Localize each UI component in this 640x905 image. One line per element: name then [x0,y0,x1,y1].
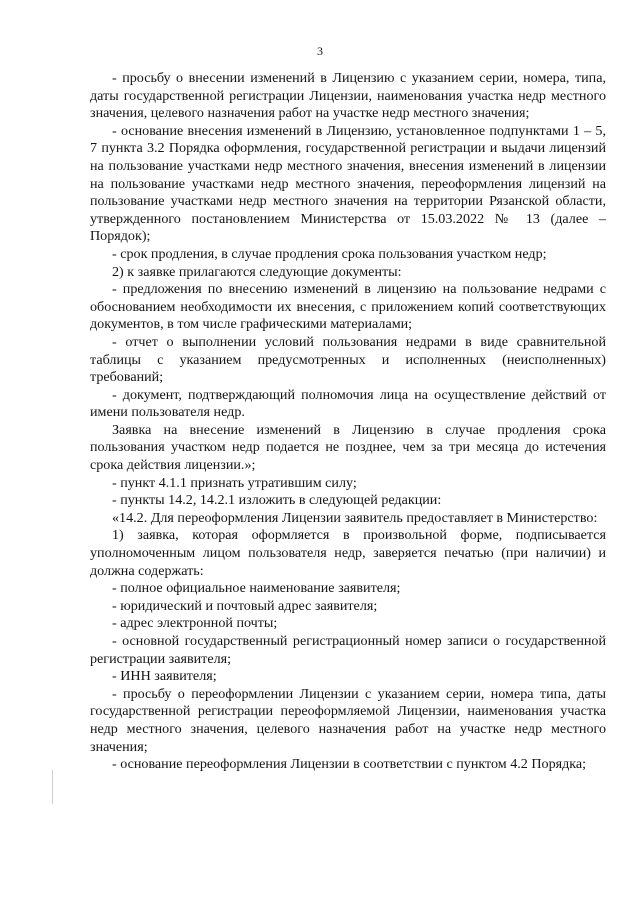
document-body [90,70,606,774]
paragraph: - предложения по внесению изменений в лицензию на пользование недрами с обоснованием необходимости их внесения, с приложением копий соответствующих документов, в том числе графическими материалами; [90,281,606,333]
paragraph: - просьбу о внесении изменений в Лицензию с указанием серии, номера, типа, даты государственной регистрации Лицензии, наименования участка недр местного значения, целевого назначения работ на участке недр местного значения; [90,70,606,122]
paragraph: 1) заявка, которая оформляется в произвольной форме, подписывается уполномоченным лицом пользователя недр, заверяется печатью (при наличии) и должна содержать: [90,527,606,579]
paragraph: - пункты 14.2, 14.2.1 изложить в следующей редакции: [112,492,442,509]
paragraph: - документ, подтверждающий полномочия лица на осуществление действий от имени пользователя недр. [90,386,606,421]
paragraph: - срок продления, в случае продления срока пользования участком недр; [112,245,547,262]
paragraph: - ИНН заявителя; [112,668,217,685]
paragraph: - юридический и почтовый адрес заявителя; [112,597,378,614]
paragraph: - адрес электронной почты; [112,615,278,632]
page-number: 3 [317,44,323,58]
paragraph: - полное официальное наименование заявителя; [112,580,401,597]
paragraph: - отчет о выполнении условий пользования недрами в виде сравнительной таблицы с указанием предусмотренных и исполненных (неисполненных) требований; [90,333,606,386]
paragraph: - основание внесения изменений в Лицензию, установленное подпунктами 1 – 5, 7 пункта 3.2 Порядка оформления, государственной регистрации и выдачи лицензий на пользование участками недр местного значения, внесения изменений в лицензии на пользование участками недр местного значения, переоформления лицензий на пользование участками недр местного значения на территории Рязанской области, утвержденного постановлением Министерства от 15.03.2022 № 13 (далее – Порядок); [90,122,606,245]
paragraph: - основание переоформления Лицензии в соответствии с пунктом 4.2 Порядка; [112,756,587,773]
paragraph: - основной государственный регистрационный номер записи о государственной регистрации заявителя; [90,633,606,667]
paragraph: Заявка на внесение изменений в Лицензию в случае продления срока пользования участком недр подается не позднее, чем за три месяца до истечения срока действия лицензии.»; [90,421,606,474]
paragraph: - просьбу о переоформлении Лицензии с указанием серии, номера типа, даты государственной регистрации переоформляемой Лицензии, наименования участка недр местного значения, целевого назначения работ на участке недр местного значения; [90,685,606,755]
paragraph: «14.2. Для переоформления Лицензии заявитель предоставляет в Министерство: [112,509,598,526]
scan-margin-mark [52,770,53,804]
paragraph: 2) к заявке прилагаются следующие документы: [112,263,402,280]
paragraph: - пункт 4.1.1 признать утратившим силу; [112,474,357,491]
